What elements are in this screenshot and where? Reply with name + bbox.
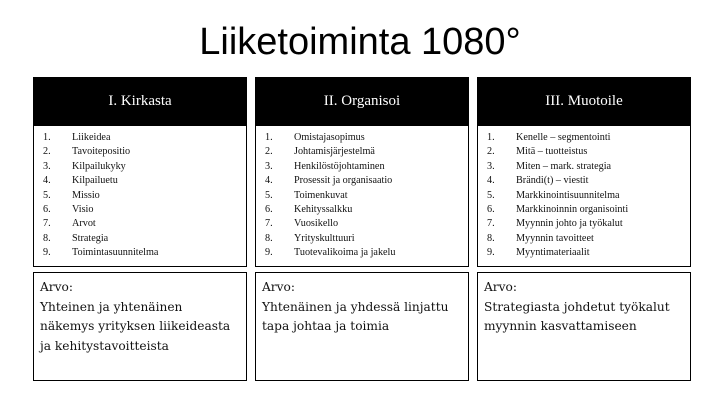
item-number: 2. [43,146,51,158]
page-title: Liiketoiminta 1080° [199,21,521,63]
list-item [34,131,246,145]
list-item [256,131,468,145]
item-number: 8. [487,232,495,244]
list-item [256,145,468,159]
value-label: Arvo: [484,280,517,294]
list-item [256,246,468,260]
item-number: 6. [487,204,495,216]
item-text: Arvot [72,218,96,230]
list-item [34,160,246,174]
item-number: 4. [265,175,273,187]
value-label: Arvo: [262,280,295,294]
item-number: 7. [265,218,273,230]
item-number: 4. [487,175,495,187]
item-number: 2. [487,146,495,158]
value-box [477,272,691,381]
item-text: Yrityskulttuuri [294,232,355,244]
item-text: Missio [72,189,100,201]
item-number: 3. [43,160,51,172]
list-item [478,203,690,217]
item-text: Kehityssalkku [294,204,353,216]
item-text: Kilpailukyky [72,160,126,172]
value-text: Yhteinen ja yhtenäinen näkemys yrityksen liikeideasta ja kehitystavoitteista [40,299,231,353]
list-item [256,203,468,217]
item-number: 7. [43,218,51,230]
column-heading: I. Kirkasta [33,77,247,125]
value-box [255,272,469,381]
list-item [256,189,468,203]
list-item [478,145,690,159]
item-number: 7. [487,218,495,230]
item-text: Mitä – tuotteistus [516,146,588,158]
item-text: Strategia [72,232,109,244]
item-text: Toimenkuvat [294,189,348,201]
item-text: Liikeidea [72,132,111,143]
list-item [478,232,690,246]
list-item [256,160,468,174]
item-list [255,125,469,267]
item-number: 6. [43,204,51,216]
value-text: Yhtenäinen ja yhdessä linjattu tapa johtaa ja toimia [262,299,449,333]
item-number: 3. [487,160,495,172]
item-text: Miten – mark. strategia [516,160,612,172]
list-item [34,246,246,260]
item-list [33,125,247,267]
column-heading: II. Organisoi [255,77,469,125]
value-label: Arvo: [40,280,73,294]
item-text: Tuotevalikoima ja jakelu [294,247,396,259]
list-item [256,217,468,231]
list-item [256,174,468,188]
list-item [34,203,246,217]
item-text: Omistajasopimus [294,132,365,143]
item-number: 1. [43,132,51,143]
item-text: Kilpailuetu [72,175,118,187]
item-text: Johtamisjärjestelmä [294,146,375,158]
column-kirkasta [33,77,247,381]
item-text: Markkinoinnin organisointi [516,204,629,216]
list-item [478,189,690,203]
list-item [478,131,690,145]
list-item [34,174,246,188]
item-number: 9. [487,247,495,259]
item-text: Toimintasuunnitelma [72,247,159,259]
item-number: 8. [265,232,273,244]
item-number: 9. [265,247,273,259]
item-text: Myyntimateriaalit [516,247,590,259]
item-number: 4. [43,175,51,187]
value-box [33,272,247,381]
item-list [477,125,691,267]
item-text: Prosessit ja organisaatio [294,175,393,187]
item-number: 5. [43,189,51,201]
list-item [34,189,246,203]
item-text: Tavoitepositio [72,146,131,158]
item-number: 6. [265,204,273,216]
item-text: Myynnin johto ja työkalut [516,218,623,230]
list-item [256,232,468,246]
item-number: 3. [265,160,273,172]
item-number: 5. [487,189,495,201]
list-item [478,246,690,260]
item-text: Brändi(t) – viestit [516,175,589,187]
column-organisoi [255,77,469,381]
item-text: Kenelle – segmentointi [516,132,611,143]
column-heading: III. Muotoile [477,77,691,125]
item-number: 1. [487,132,495,143]
list-item [478,174,690,188]
item-number: 9. [43,247,51,259]
list-item [34,145,246,159]
item-number: 8. [43,232,51,244]
list-item [478,160,690,174]
column-muotoile [477,77,691,381]
item-number: 5. [265,189,273,201]
item-text: Myynnin tavoitteet [516,232,594,244]
list-item [34,217,246,231]
item-number: 2. [265,146,273,158]
item-text: Visio [72,204,94,216]
value-text: Strategiasta johdetut työkalut myynnin kasvattamiseen [484,299,670,333]
item-text: Henkilöstöjohtaminen [294,160,385,172]
item-text: Markkinointisuunnitelma [516,189,620,201]
item-number: 1. [265,132,273,143]
list-item [34,232,246,246]
list-item [478,217,690,231]
item-text: Vuosikello [294,218,339,230]
